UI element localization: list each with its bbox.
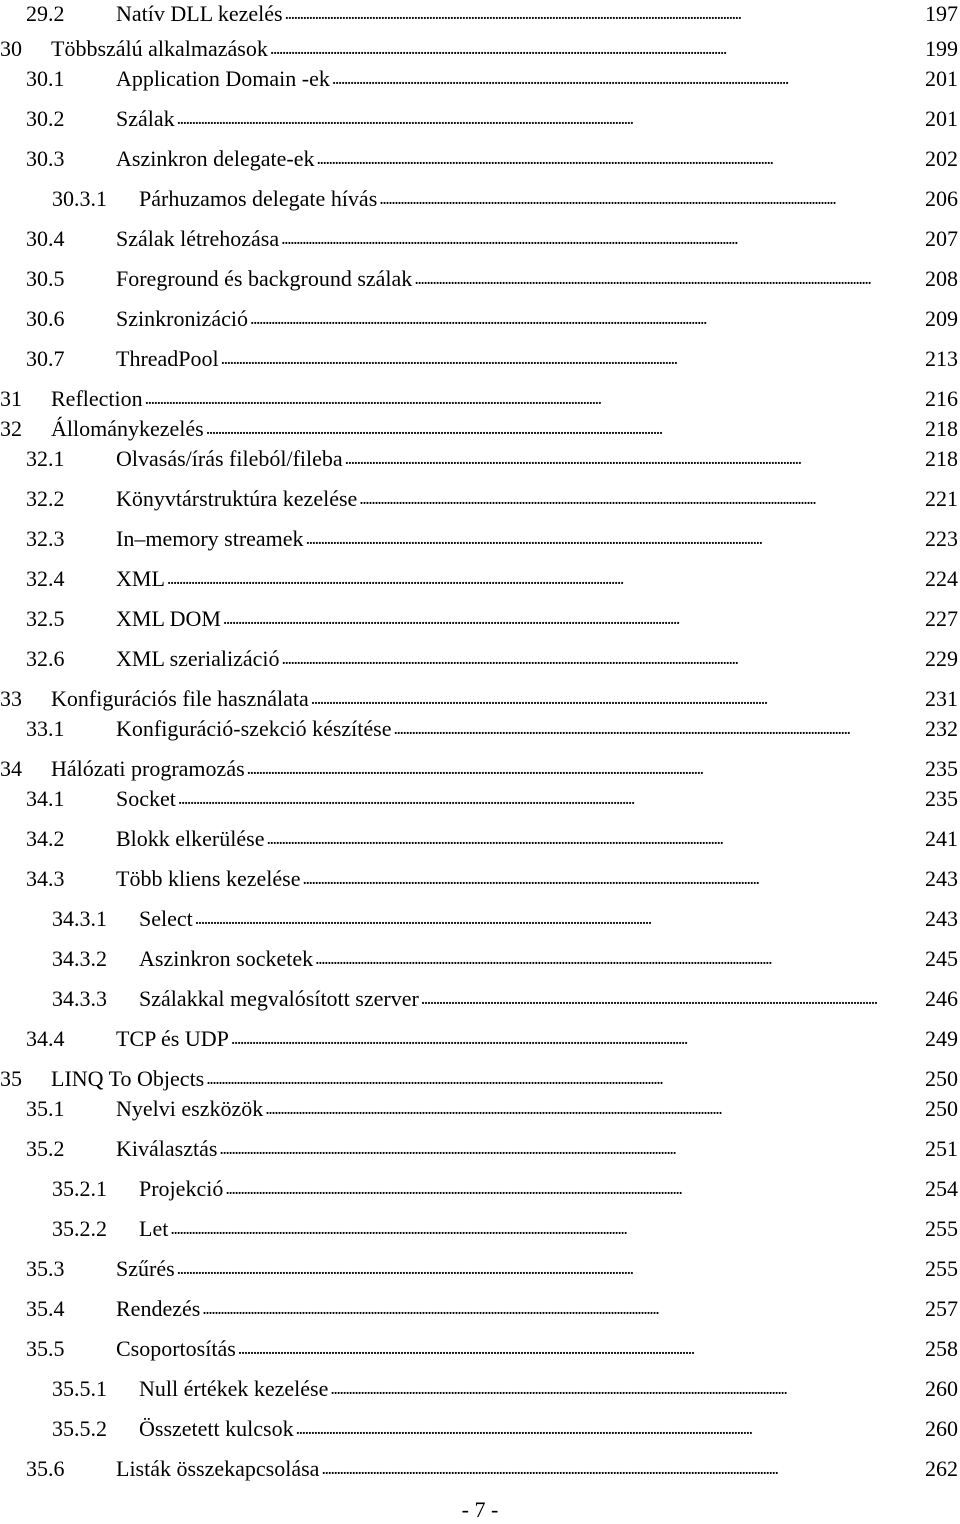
toc-entry[interactable] bbox=[26, 565, 958, 593]
toc-entry-title: Kiválasztás bbox=[116, 1136, 218, 1161]
toc-entry-number: 32.4 bbox=[26, 566, 65, 591]
toc-entry[interactable] bbox=[26, 345, 958, 373]
toc-dot-leader bbox=[225, 1173, 923, 1202]
toc-entry-title: Null értékek kezelése bbox=[139, 1376, 329, 1401]
toc-entry-page: 258 bbox=[925, 1336, 958, 1361]
toc-dot-leader bbox=[285, 0, 923, 27]
toc-entry-number: 30 bbox=[0, 36, 22, 61]
toc-entry-number: 30.3 bbox=[26, 146, 65, 171]
toc-entry-number: 30.2 bbox=[26, 106, 65, 131]
toc-entry-page: 197 bbox=[925, 1, 958, 26]
toc-dot-leader bbox=[223, 603, 923, 632]
toc-entry-page: 209 bbox=[925, 306, 958, 331]
toc-entry-title: Konfigurációs file használata bbox=[51, 686, 309, 711]
toc-entry-page: 224 bbox=[925, 566, 958, 591]
toc-entry[interactable] bbox=[0, 385, 958, 413]
toc-entry-page: 221 bbox=[925, 486, 958, 511]
toc-entry-title: Szálakkal megvalósított szerver bbox=[139, 986, 419, 1011]
toc-entry[interactable] bbox=[26, 485, 958, 513]
toc-entry[interactable] bbox=[26, 1135, 958, 1163]
toc-dot-leader bbox=[317, 143, 923, 172]
toc-entry-title: Hálózati programozás bbox=[51, 756, 245, 781]
toc-entry-number: 34.3.1 bbox=[52, 906, 107, 931]
toc-entry-title: Csoportosítás bbox=[116, 1336, 236, 1361]
toc-entry-number: 35.4 bbox=[26, 1296, 65, 1321]
toc-entry-page: 255 bbox=[925, 1256, 958, 1281]
toc-entry[interactable] bbox=[0, 755, 958, 783]
toc-dot-leader bbox=[321, 1453, 923, 1482]
toc-dot-leader bbox=[265, 1093, 923, 1122]
toc-entry-title: Összetett kulcsok bbox=[139, 1416, 294, 1441]
toc-dot-leader bbox=[281, 223, 923, 252]
toc-entry-title: LINQ To Objects bbox=[51, 1066, 205, 1091]
toc-entry[interactable] bbox=[0, 415, 958, 443]
toc-entry[interactable] bbox=[26, 0, 958, 28]
toc-entry-page: 229 bbox=[925, 646, 958, 671]
toc-entry-page: 223 bbox=[925, 526, 958, 551]
toc-entry-number: 32 bbox=[0, 416, 22, 441]
toc-entry-title: Többszálú alkalmazások bbox=[51, 36, 268, 61]
toc-dot-leader bbox=[177, 1253, 923, 1282]
toc-entry[interactable] bbox=[26, 225, 958, 253]
toc-dot-leader bbox=[332, 63, 923, 92]
toc-entry-number: 30.3.1 bbox=[52, 186, 107, 211]
toc-dot-leader bbox=[202, 1293, 923, 1322]
toc-entry[interactable] bbox=[52, 1415, 958, 1443]
toc-entry-title: Select bbox=[139, 906, 193, 931]
toc-entry-number: 34.2 bbox=[26, 826, 65, 851]
toc-dot-leader bbox=[421, 983, 923, 1012]
toc-entry-page: 218 bbox=[925, 446, 958, 471]
toc-dot-leader bbox=[219, 1133, 923, 1162]
toc-dot-leader bbox=[221, 343, 923, 372]
toc-entry-number: 30.4 bbox=[26, 226, 65, 251]
toc-entry-page: 235 bbox=[925, 756, 958, 781]
toc-entry-number: 35.6 bbox=[26, 1456, 65, 1481]
toc-entry-page: 241 bbox=[925, 826, 958, 851]
toc-entry[interactable] bbox=[0, 35, 958, 63]
toc-entry-page: 232 bbox=[925, 716, 958, 741]
toc-entry-title: Könyvtárstruktúra kezelése bbox=[116, 486, 358, 511]
toc-entry-page: 235 bbox=[925, 786, 958, 811]
toc-dot-leader bbox=[238, 1333, 923, 1362]
toc-entry-page: 201 bbox=[925, 66, 958, 91]
toc-entry-page: 249 bbox=[925, 1026, 958, 1051]
toc-dot-leader bbox=[266, 823, 923, 852]
toc-entry-number: 30.1 bbox=[26, 66, 65, 91]
toc-entry-number: 35.5 bbox=[26, 1336, 65, 1361]
toc-entry-page: 213 bbox=[925, 346, 958, 371]
toc-entry[interactable] bbox=[26, 105, 958, 133]
toc-entry[interactable] bbox=[52, 1215, 958, 1243]
toc-entry-title: ThreadPool bbox=[116, 346, 219, 371]
toc-entry-page: 255 bbox=[925, 1216, 958, 1241]
toc-entry[interactable] bbox=[26, 645, 958, 673]
toc-dot-leader bbox=[170, 1213, 923, 1242]
toc-entry-number: 30.7 bbox=[26, 346, 65, 371]
toc-entry[interactable] bbox=[52, 985, 958, 1013]
toc-entry-title: TCP és UDP bbox=[116, 1026, 229, 1051]
toc-entry-page: 260 bbox=[925, 1376, 958, 1401]
toc-entry-title: Projekció bbox=[139, 1176, 224, 1201]
toc-dot-leader bbox=[250, 303, 923, 332]
toc-entry-page: 202 bbox=[925, 146, 958, 171]
toc-dot-leader bbox=[247, 753, 923, 782]
toc-dot-leader bbox=[359, 483, 923, 512]
toc-dot-leader bbox=[414, 263, 923, 292]
toc-entry-number: 34.4 bbox=[26, 1026, 65, 1051]
toc-entry-title: Konfiguráció-szekció készítése bbox=[116, 716, 392, 741]
toc-entry-title: Rendezés bbox=[116, 1296, 201, 1321]
toc-entry-title: Szálak bbox=[116, 106, 175, 131]
toc-dot-leader bbox=[270, 33, 923, 62]
toc-entry-title: Blokk elkerülése bbox=[116, 826, 265, 851]
toc-entry-title: In–memory streamek bbox=[116, 526, 304, 551]
toc-entry-title: Szűrés bbox=[116, 1256, 175, 1281]
toc-entry[interactable] bbox=[0, 685, 958, 713]
toc-entry[interactable] bbox=[26, 65, 958, 93]
toc-entry-title: XML DOM bbox=[116, 606, 221, 631]
toc-entry-title: XML bbox=[116, 566, 165, 591]
toc-entry-number: 35.2 bbox=[26, 1136, 65, 1161]
toc-entry-page: 250 bbox=[925, 1066, 958, 1091]
toc-entry-number: 29.2 bbox=[26, 1, 65, 26]
toc-dot-leader bbox=[178, 783, 923, 812]
toc-entry[interactable] bbox=[52, 905, 958, 933]
toc-entry[interactable] bbox=[26, 715, 958, 743]
toc-entry[interactable] bbox=[52, 1375, 958, 1403]
toc-entry-number: 30.6 bbox=[26, 306, 65, 331]
toc-entry-page: 199 bbox=[925, 36, 958, 61]
toc-entry[interactable] bbox=[0, 1065, 958, 1093]
toc-entry-title: Olvasás/írás fileból/fileba bbox=[116, 446, 343, 471]
toc-dot-leader bbox=[195, 903, 923, 932]
toc-dot-leader bbox=[379, 183, 923, 212]
page-number: - 7 - bbox=[461, 1497, 499, 1522]
toc-entry-page: 254 bbox=[925, 1176, 958, 1201]
toc-entry[interactable] bbox=[26, 1255, 958, 1283]
toc-entry-title: Reflection bbox=[51, 386, 143, 411]
toc-entry-number: 35.3 bbox=[26, 1256, 65, 1281]
toc-entry-title: Socket bbox=[116, 786, 176, 811]
toc-entry[interactable] bbox=[26, 865, 958, 893]
toc-entry[interactable] bbox=[26, 1025, 958, 1053]
toc-entry[interactable] bbox=[26, 1455, 958, 1483]
toc-dot-leader bbox=[311, 683, 923, 712]
toc-dot-leader bbox=[345, 443, 923, 472]
toc-entry-number: 32.6 bbox=[26, 646, 65, 671]
toc-entry-number: 34.3.2 bbox=[52, 946, 107, 971]
toc-entry-number: 32.2 bbox=[26, 486, 65, 511]
toc-entry-page: 243 bbox=[925, 866, 958, 891]
toc-entry-title: Natív DLL kezelés bbox=[116, 1, 283, 26]
toc-dot-leader bbox=[231, 1023, 923, 1052]
toc-dot-leader bbox=[394, 713, 924, 742]
toc-entry-page: 250 bbox=[925, 1096, 958, 1121]
toc-entry[interactable] bbox=[52, 1175, 958, 1203]
toc-entry-page: 231 bbox=[925, 686, 958, 711]
toc-entry[interactable] bbox=[26, 1095, 958, 1123]
toc-entry-title: Listák összekapcsolása bbox=[116, 1456, 320, 1481]
toc-entry-page: 260 bbox=[925, 1416, 958, 1441]
toc-entry-number: 34 bbox=[0, 756, 22, 781]
toc-entry[interactable] bbox=[26, 265, 958, 293]
toc-entry-page: 227 bbox=[925, 606, 958, 631]
toc-entry-title: Állománykezelés bbox=[51, 416, 204, 441]
toc-entry[interactable] bbox=[52, 185, 958, 213]
toc-entry-number: 32.3 bbox=[26, 526, 65, 551]
toc-entry-page: 246 bbox=[925, 986, 958, 1011]
toc-entry-page: 216 bbox=[925, 386, 958, 411]
toc-entry-title: XML szerializáció bbox=[116, 646, 280, 671]
toc-dot-leader bbox=[177, 103, 923, 132]
toc-entry-number: 35 bbox=[0, 1066, 22, 1091]
toc-entry-page: 245 bbox=[925, 946, 958, 971]
toc-entry-title: Párhuzamos delegate hívás bbox=[139, 186, 378, 211]
toc-entry-number: 35.5.2 bbox=[52, 1416, 107, 1441]
toc-entry-title: Foreground és background szálak bbox=[116, 266, 413, 291]
toc-entry-number: 35.2.2 bbox=[52, 1216, 107, 1241]
toc-entry[interactable] bbox=[26, 1295, 958, 1323]
toc-entry-page: 201 bbox=[925, 106, 958, 131]
toc-entry-page: 218 bbox=[925, 416, 958, 441]
toc-dot-leader bbox=[330, 1373, 923, 1402]
toc-entry-title: Aszinkron delegate-ek bbox=[116, 146, 315, 171]
toc-entry-page: 207 bbox=[925, 226, 958, 251]
toc-entry-page: 243 bbox=[925, 906, 958, 931]
toc-entry-number: 30.5 bbox=[26, 266, 65, 291]
toc-entry[interactable] bbox=[26, 445, 958, 473]
toc-entry[interactable] bbox=[26, 605, 958, 633]
toc-dot-leader bbox=[303, 863, 924, 892]
toc-entry-number: 34.3.3 bbox=[52, 986, 107, 1011]
toc-entry[interactable] bbox=[26, 525, 958, 553]
toc-entry[interactable] bbox=[26, 305, 958, 333]
toc-entry-page: 257 bbox=[925, 1296, 958, 1321]
toc-dot-leader bbox=[296, 1413, 923, 1442]
toc-entry-title: Szinkronizáció bbox=[116, 306, 248, 331]
toc-entry-title: Application Domain -ek bbox=[116, 66, 330, 91]
toc-entry[interactable] bbox=[52, 945, 958, 973]
toc-dot-leader bbox=[206, 413, 923, 442]
toc-entry-number: 32.5 bbox=[26, 606, 65, 631]
toc-entry-title: Nyelvi eszközök bbox=[116, 1096, 264, 1121]
toc-entry-title: Több kliens kezelése bbox=[116, 866, 301, 891]
toc-dot-leader bbox=[167, 563, 923, 592]
toc-entry-title: Let bbox=[139, 1216, 169, 1241]
toc-entry-number: 35.2.1 bbox=[52, 1176, 107, 1201]
toc-entry-page: 208 bbox=[925, 266, 958, 291]
toc-entry[interactable] bbox=[26, 1335, 958, 1363]
toc-entry[interactable] bbox=[26, 145, 958, 173]
toc-entry[interactable] bbox=[26, 785, 958, 813]
toc-dot-leader bbox=[145, 383, 923, 412]
toc-dot-leader bbox=[206, 1063, 923, 1092]
toc-dot-leader bbox=[282, 643, 924, 672]
toc-dot-leader bbox=[315, 943, 923, 972]
toc-entry-page: 262 bbox=[925, 1456, 958, 1481]
toc-entry-number: 33 bbox=[0, 686, 22, 711]
toc-entry-number: 32.1 bbox=[26, 446, 65, 471]
toc-entry-number: 31 bbox=[0, 386, 22, 411]
toc-entry-number: 35.1 bbox=[26, 1096, 65, 1121]
toc-entry-number: 34.3 bbox=[26, 866, 65, 891]
toc-entry-number: 33.1 bbox=[26, 716, 65, 741]
toc-entry[interactable] bbox=[26, 825, 958, 853]
toc-entry-number: 34.1 bbox=[26, 786, 65, 811]
toc-entry-page: 206 bbox=[925, 186, 958, 211]
toc-entry-page: 251 bbox=[925, 1136, 958, 1161]
toc-entry-title: Aszinkron socketek bbox=[139, 946, 314, 971]
toc-entry-number: 35.5.1 bbox=[52, 1376, 107, 1401]
toc-dot-leader bbox=[306, 523, 923, 552]
toc-entry-title: Szálak létrehozása bbox=[116, 226, 280, 251]
